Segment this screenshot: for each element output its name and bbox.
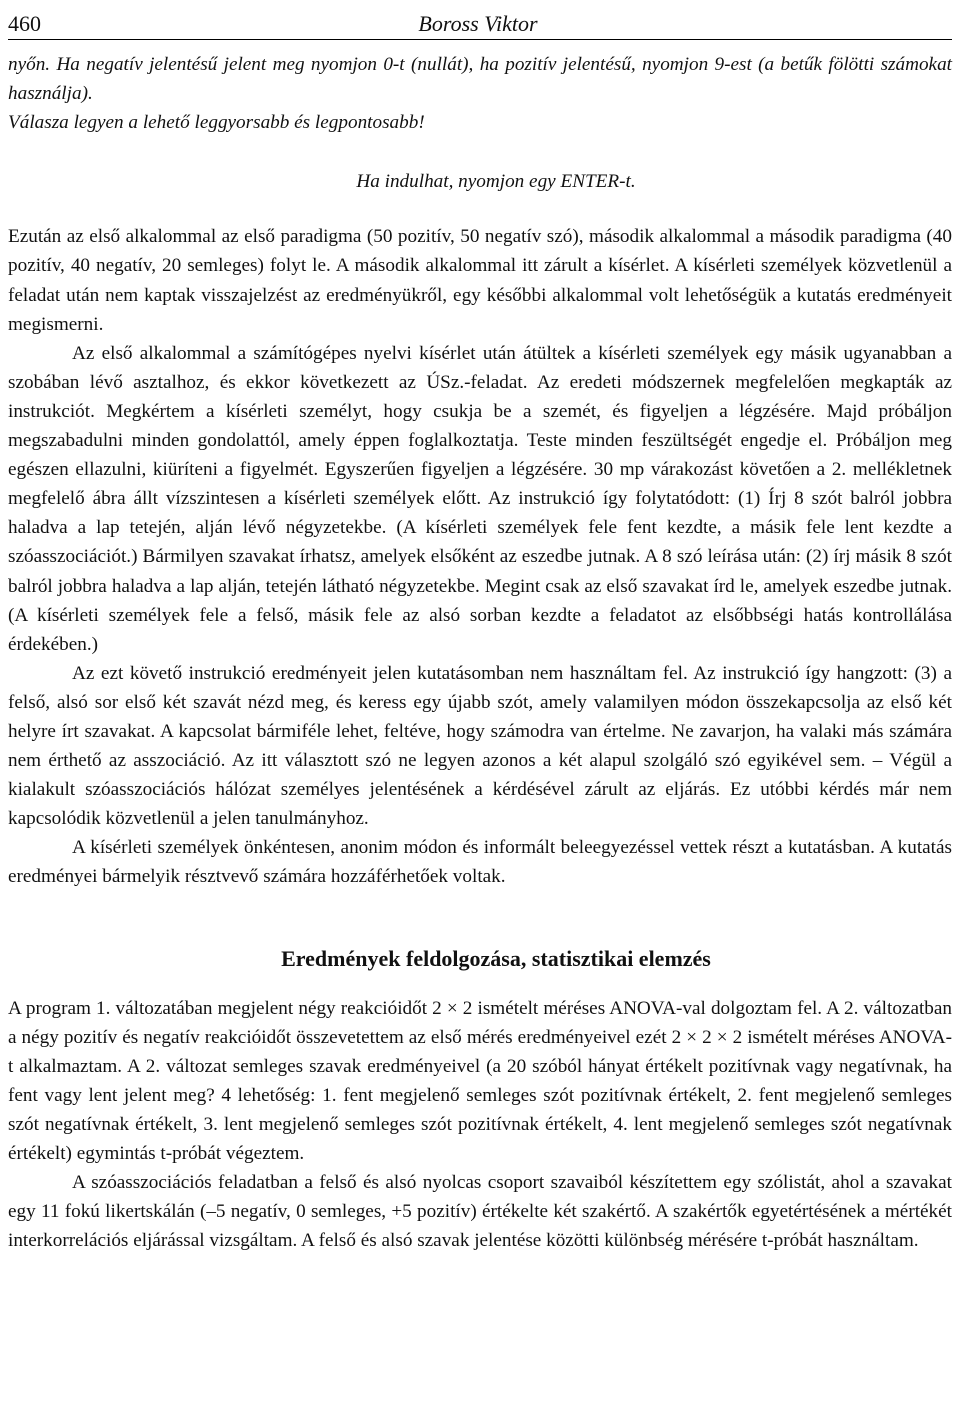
results-paragraph: A program 1. változatában megjelent négy reakcióidőt 2 × 2 ismételt méréses ANOVA-val dolgoztam fel. A 2. változatban a négy pozitív és negatív reakcióidőt összevetettem az első mérés eredményeivel ezét 2 × 2 × 2 ismételt méréses ANOVA-t alkalmaztam. A 2. változat semleges szavak eredményeivel (a 20 szóból hányat értékelt pozitívnak vagy negatívnak, ha fent vagy lent jelent meg? 4 lehetőség: 1. fent megjelenő semleges szót pozitívnak értékelt, 2. fent megjelenő semleges szót negatívnak értékelt, 3. lent megjelenő semleges szót pozitívnak értékelt, 4. lent megjelenő semleges szót negatívnak értékelt) egymintás t-próbát végeztem.	[8, 997, 952, 1164]
body-paragraph: A kísérleti személyek önkéntesen, anonim módon és informált beleegyezéssel vettek részt a kutatásban. A kutatás eredményei bármelyik résztvevő számára hozzáférhetőek voltak.	[8, 837, 952, 888]
running-header	[8, 0, 952, 40]
body-paragraph: Az ezt követő instrukció eredményeit jelen kutatásomban nem használtam fel. Az instrukció így hangzott: (3) a felső, alsó sor első két szavát nézd meg, és keress egy újabb szót, amely valamilyen módon összekapcsolja az első két helyre írt szavakat. A kapcsolat bármiféle lehet, feltéve, hogy számodra van értelme. Ne zavarjon, ha valaki más számára nem érthető az asszociáció. Az itt választott szó ne legyen azonos a két alapul szolgáló szó egyikével sem. – Végül a kialakult szóasszociációs hálózat személyes jelentésének a kérdésével zárult az eljárás. Ez utóbbi kérdés már nem kapcsolódik közvetlenül a jelen tanulmányhoz.	[8, 662, 952, 830]
results-paragraph: A szóasszociációs feladatban a felső és alsó nyolcas csoport szavaiból készítettem egy szólistát, ahol a szavakat egy 11 fokú likertskálán (–5 negatív, 0 semleges, +5 pozitív) értékelte két szakértő. A szakértők egyetértésének a mértékét interkorrelációs eljárással vizsgáltam. A felső és alsó szavak jelentése közötti különbség mérésére t-próbát használtam.	[8, 1172, 952, 1252]
instruction-text: Válasza legyen a lehető leggyorsabb és legpontosabb!	[8, 112, 425, 134]
section-heading: Eredmények feldolgozása, statisztikai elemzés	[281, 945, 711, 971]
page-number: 460	[8, 11, 41, 36]
instruction-text: nyőn. Ha negatív jelentésű jelent meg nyomjon 0-t (nullát), ha pozitív jelentésű, nyomjon 9-est (a betűk fölötti számokat használja).	[8, 54, 952, 105]
body-paragraph: Ezután az első alkalommal az első paradigma (50 pozitív, 50 negatív szó), második alkalommal a második paradigma (40 pozitív, 40 negatív, 20 semleges) folyt le. A második alkalommal itt zárult a kísérlet. A kísérleti személyek közvetlenül a feladat után nem kaptak visszajelzést az eredményükről, egy későbbi alkalommal volt lehetőségük a kutatás eredményeit megismerni.	[8, 226, 952, 335]
instruction-enter: Ha indulhat, nyomjon egy ENTER-t.	[356, 171, 636, 193]
body-paragraph: Az első alkalommal a számítógépes nyelvi kísérlet után átültek a kísérleti személyek egy másik ugyanabban a szobában lévő asztalhoz, és ekkor következett az ÚSz.-feladat. Az eredeti módszernek megfelelően megkapták az instrukciót. Megkértem a kísérleti személyt, hogy csukja be a szemét, és figyeljen a légzésére. Majd próbáljon megszabadulni minden gondolattól, amely éppen foglalkoztatja. Teste minden feszültségét engedje el. Próbáljon meg egészen ellazulni, kiüríteni a figyelmét. Egyszerűen figyeljen a légzésére. 30 mp várakozást követően a 2. mellékletnek megfelelő ábra állt vízszintesen a kísérleti személyek előtt. Az instrukció így folytatódott: (1) Írj 8 szót balról jobbra haladva a lap tetején, alján lévő négyzetekbe. (A kísérleti személyek fele fent kezdte, a másik fele lent kezdte a szóasszociációt.) Bármilyen szavakat írhatsz, amelyek elsőként az eszedbe jutnak. A 8 szó leírása után: (2) írj másik 8 szót balról jobbra haladva a lap alján, tetején látható négyzetekbe. Megint csak az első szavakat írd le, amelyek eszedbe jutnak. (A kísérleti személyek fele a felső, másik fele az alsó sorban kezdte a feladatot az elsőbbségi hatás kontrollálása érdekében.)	[8, 342, 952, 655]
running-head-author: Boross Viktor	[418, 11, 538, 36]
